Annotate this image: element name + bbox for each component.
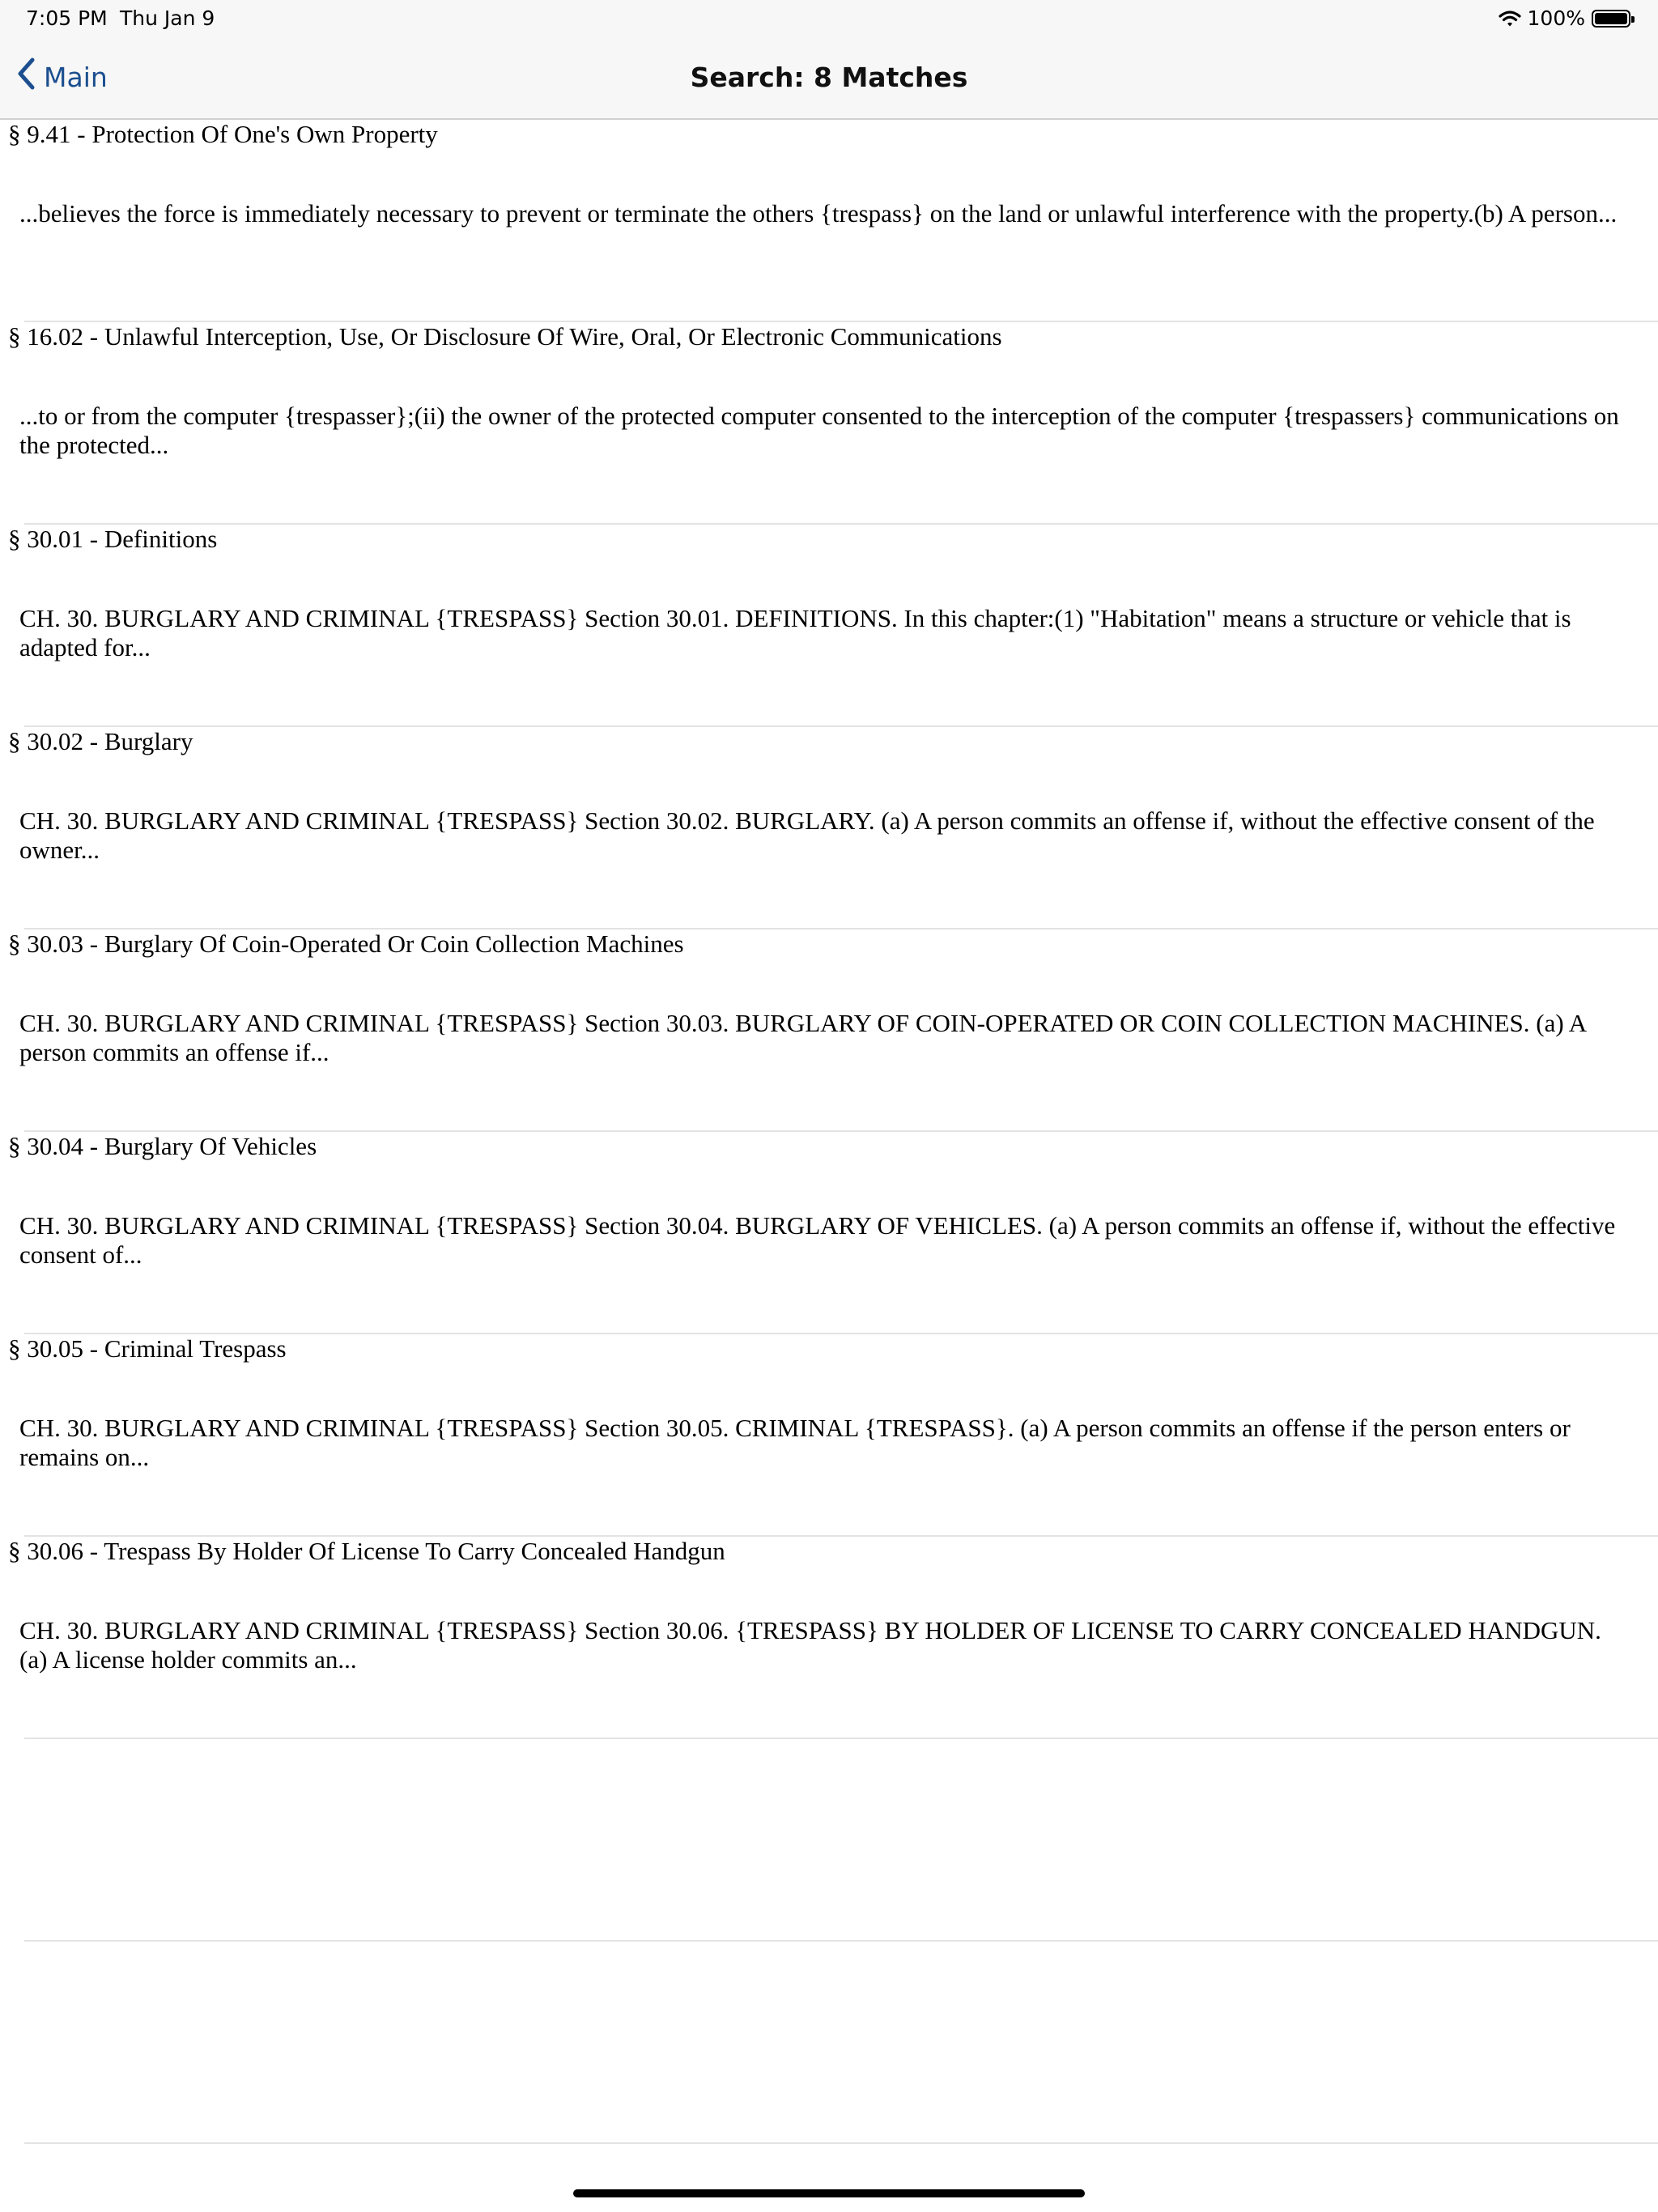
result-snippet: ...believes the force is immediately necessary to prevent or terminate the others {trespass} on the land or unlawful interference with the property.(b) A person... [19,199,1618,228]
status-date: Thu Jan 9 [120,6,215,30]
result-row[interactable] [0,525,1658,727]
status-time: 7:05 PM [26,6,108,30]
battery-fill [1595,13,1627,24]
page-title: Search: 8 Matches [690,62,968,93]
navigation-bar [0,39,1658,120]
search-results-list [0,120,1658,2144]
home-indicator[interactable] [573,2189,1085,2197]
status-indicators [1499,6,1630,30]
result-snippet: CH. 30. BURGLARY AND CRIMINAL {TRESPASS} Section 30.06. {TRESPASS} BY HOLDER OF LICENSE TO CARRY CONCEALED HANDGUN. (a) A license holder commits an... [19,1616,1601,1674]
result-snippet: CH. 30. BURGLARY AND CRIMINAL {TRESPASS} Section 30.01. DEFINITIONS. In this chapter:(1) "Habitation" means a structure or vehicle that is adapted for... [19,604,1571,661]
result-heading: § 30.02 - Burglary [8,727,193,755]
result-row[interactable] [0,1537,1658,1739]
result-snippet: CH. 30. BURGLARY AND CRIMINAL {TRESPASS} Section 30.04. BURGLARY OF VEHICLES. (a) A person commits an offense if, without the effective consent of... [19,1211,1616,1269]
result-row[interactable] [0,1334,1658,1537]
result-heading: § 16.02 - Unlawful Interception, Use, Or Disclosure Of Wire, Oral, Or Electronic Communications [8,322,1002,351]
result-snippet: ...to or from the computer {trespasser};(ii) the owner of the protected computer consented to the interception of the computer {trespassers} communications on the protected... [19,402,1619,459]
result-row[interactable] [0,727,1658,929]
result-snippet: CH. 30. BURGLARY AND CRIMINAL {TRESPASS} Section 30.02. BURGLARY. (a) A person commits an offense if, without the effective consent of the owner... [19,806,1595,864]
result-heading: § 30.05 - Criminal Trespass [8,1334,287,1363]
result-heading: § 30.03 - Burglary Of Coin-Operated Or Coin Collection Machines [8,929,684,958]
empty-row [0,1942,1658,2144]
status-bar [0,0,1658,39]
result-row[interactable] [0,1132,1658,1334]
battery-cap [1631,16,1635,23]
result-heading: § 30.01 - Definitions [8,525,218,553]
back-button-label: Main [44,61,108,93]
result-snippet: CH. 30. BURGLARY AND CRIMINAL {TRESPASS} Section 30.05. CRIMINAL {TRESPASS}. (a) A person commits an offense if the person enters or remains on... [19,1414,1571,1471]
result-row[interactable] [0,120,1658,322]
result-snippet: CH. 30. BURGLARY AND CRIMINAL {TRESPASS} Section 30.03. BURGLARY OF COIN-OPERATED OR COIN COLLECTION MACHINES. (a) A person commits an offense if... [19,1009,1586,1066]
result-row[interactable] [0,322,1658,525]
wifi-icon [1499,10,1521,28]
result-heading: § 30.06 - Trespass By Holder Of License To Carry Concealed Handgun [8,1537,725,1565]
result-heading: § 9.41 - Protection Of One's Own Property [8,120,438,148]
result-row[interactable] [0,929,1658,1132]
battery-percentage: 100% [1527,6,1585,30]
result-heading: § 30.04 - Burglary Of Vehicles [8,1132,317,1160]
empty-row [0,1739,1658,1942]
battery-icon [1592,10,1630,28]
